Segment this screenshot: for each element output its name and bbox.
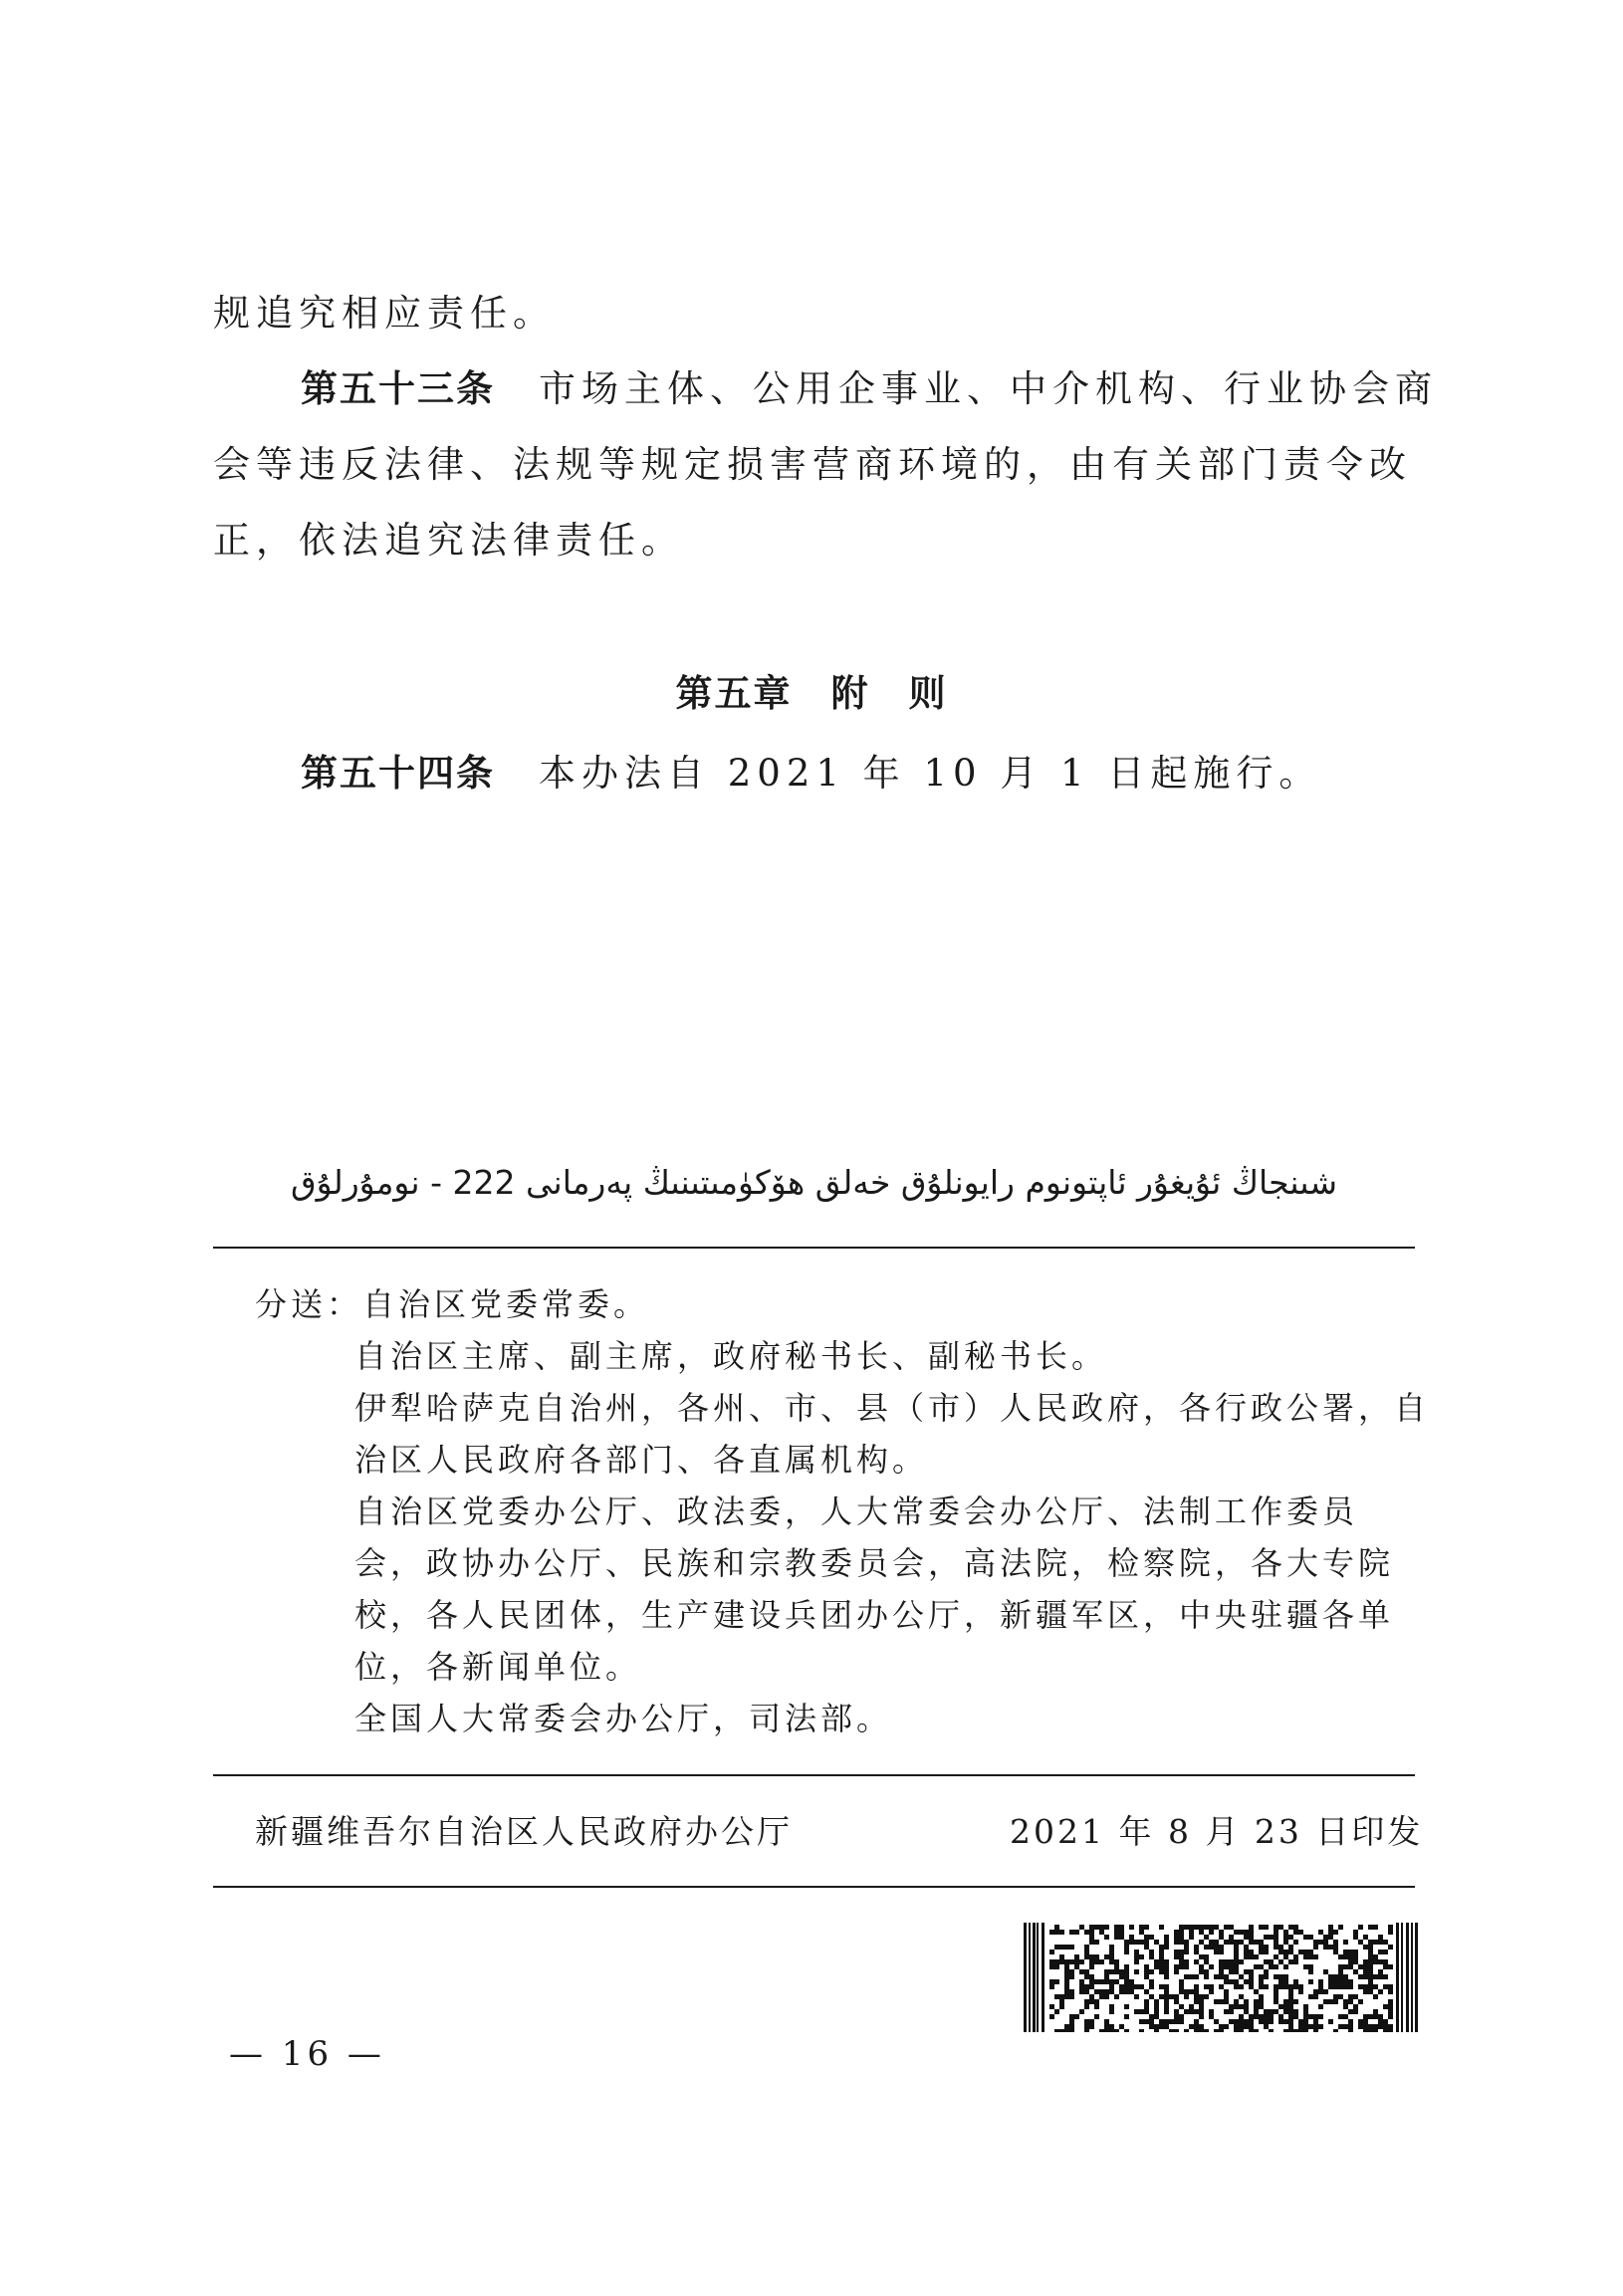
distribution-label: 分送： xyxy=(255,1285,363,1323)
distribution-first-line xyxy=(255,1282,649,1326)
distribution-line: 伊犁哈萨克自治州，各州、市、县（市）人民政府，各行政公署，自 xyxy=(354,1389,1431,1427)
distribution-line: 会，政协办公厅、民族和宗教委员会，高法院，检察院，各大专院 xyxy=(354,1544,1395,1582)
issue-date: 2021 年 8 月 23 日印发 xyxy=(1010,1812,1424,1851)
distribution-item: 自治区党委常委。 xyxy=(362,1285,650,1323)
distribution-line: 校，各人民团体，生产建设兵团办公厅，新疆军区，中央驻疆各单 xyxy=(354,1596,1395,1634)
document-barcode-image xyxy=(1024,1923,1418,2032)
page-number: — 16 — xyxy=(229,2034,385,2074)
article-54-label: 第五十四条 xyxy=(301,752,495,795)
article-53-first-line xyxy=(301,364,1438,414)
distribution-line: 位，各新闻单位。 xyxy=(354,1648,642,1686)
article-53-line-3: 正，依法追究法律责任。 xyxy=(213,519,684,562)
uyghur-decree-title: شىنجاڭ ئۇيغۇر ئاپتونوم رايونلۇق خەلق ھۆكۈمىتىنىڭ پەرمانى 222 - نومۇرلۇق xyxy=(291,1163,1337,1202)
chapter-title: 第五章 附 则 xyxy=(675,672,948,715)
distribution-line: 全国人大常委会办公厅，司法部。 xyxy=(354,1700,893,1737)
article-54-line xyxy=(301,749,1321,799)
divider-middle xyxy=(213,1774,1415,1776)
divider-bottom xyxy=(213,1886,1415,1888)
issuing-office: 新疆维吾尔自治区人民政府办公厅 xyxy=(255,1812,793,1851)
article-54-text: 本办法自 2021 年 10 月 1 日起施行。 xyxy=(539,752,1322,795)
article-53-line-2: 会等违反法律、法规等规定损害营商环境的，由有关部门责令改 xyxy=(213,443,1412,486)
article-53-text: 市场主体、公用企事业、中介机构、行业协会商 xyxy=(539,367,1438,410)
article-53-label: 第五十三条 xyxy=(301,367,495,410)
divider-top xyxy=(213,1247,1415,1249)
distribution-line: 自治区党委办公厅、政法委，人大常委会办公厅、法制工作委员 xyxy=(354,1492,1359,1530)
distribution-line: 治区人民政府各部门、各直属机构。 xyxy=(354,1441,929,1479)
distribution-line: 自治区主席、副主席，政府秘书长、副秘书长。 xyxy=(354,1337,1108,1375)
body-text-line: 规追究相应责任。 xyxy=(213,292,556,335)
